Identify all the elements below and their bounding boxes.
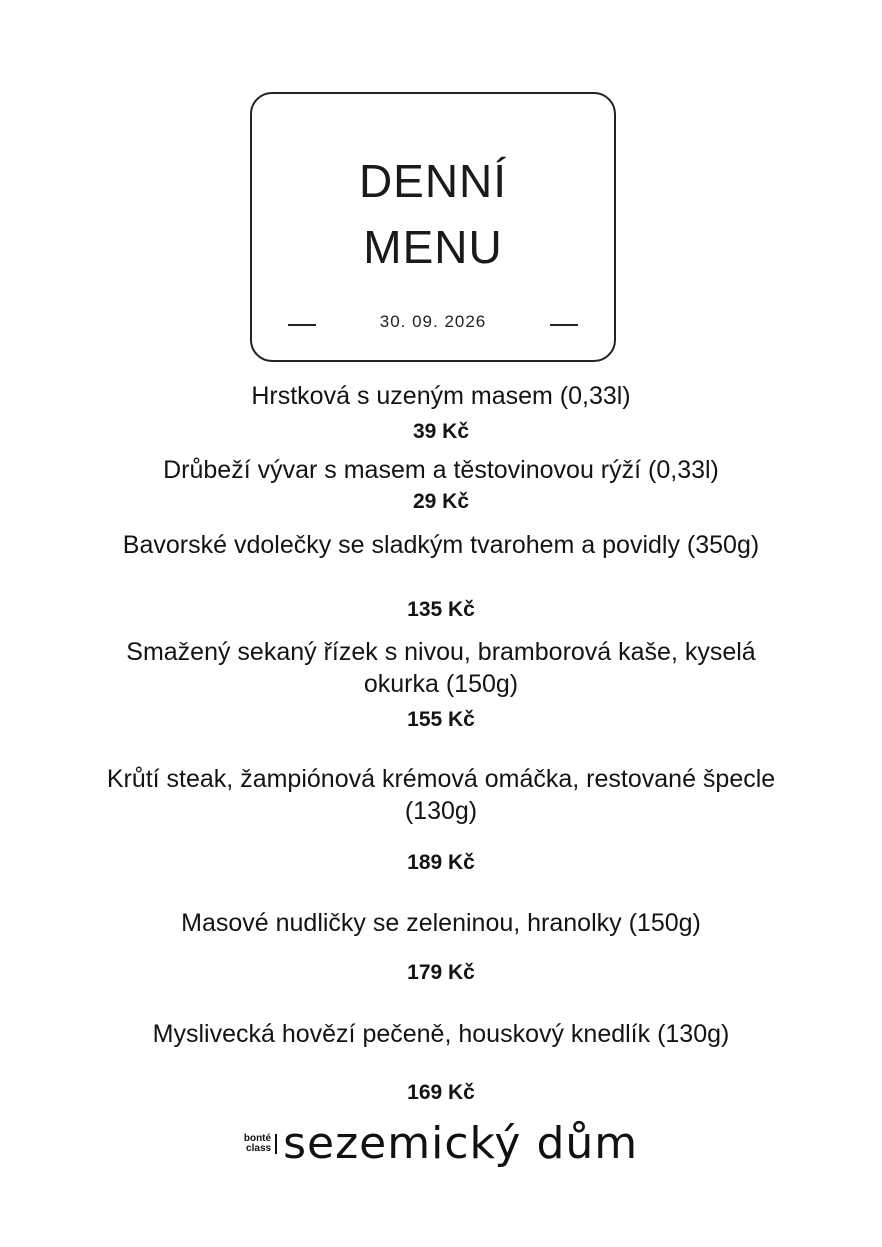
menu-item-name: Krůtí steak, žampiónová krémová omáčka, restované špecle (130g) <box>106 765 776 825</box>
title-line-1: DENNÍ <box>358 155 508 207</box>
menu-item-price: 135 Kč <box>407 598 475 621</box>
menu-item-price: 29 Kč <box>412 490 470 513</box>
menu-item-price: 189 Kč <box>407 851 475 874</box>
right-dash-decoration <box>550 324 578 326</box>
logo-brand-mark <box>244 1134 277 1154</box>
menu-item-name: Bavorské vdolečky se sladkým tvarohem a povidly (350g) <box>122 531 760 559</box>
logo-small-line-1: bonté <box>243 1132 272 1144</box>
menu-item-price: 39 Kč <box>412 420 470 443</box>
menu-item-name: Hrstková s uzeným masem (0,33l) <box>251 382 631 410</box>
title-box <box>250 92 616 362</box>
menu-item-price: 179 Kč <box>407 961 475 984</box>
menu-item-name: Drůbeží vývar s masem a těstovinovou rýží (0,33l) <box>163 456 719 484</box>
menu-item-price: 169 Kč <box>407 1081 475 1104</box>
menu-item-name: Masové nudličky se zeleninou, hranolky (150g) <box>181 909 701 937</box>
logo-small-line-2: class <box>246 1142 272 1154</box>
restaurant-logo <box>0 1118 882 1169</box>
title-line-2: MENU <box>363 221 503 273</box>
logo-name: sezemický dům <box>283 1118 639 1169</box>
menu-date: 30. 09. 2026 <box>379 312 487 331</box>
menu-item-price: 155 Kč <box>407 708 475 731</box>
menu-item-name: Myslivecká hovězí pečeně, houskový knedlík (130g) <box>152 1020 730 1048</box>
menu-item-name: Smažený sekaný řízek s nivou, bramborová kaše, kyselá okurka (150g) <box>126 638 756 698</box>
